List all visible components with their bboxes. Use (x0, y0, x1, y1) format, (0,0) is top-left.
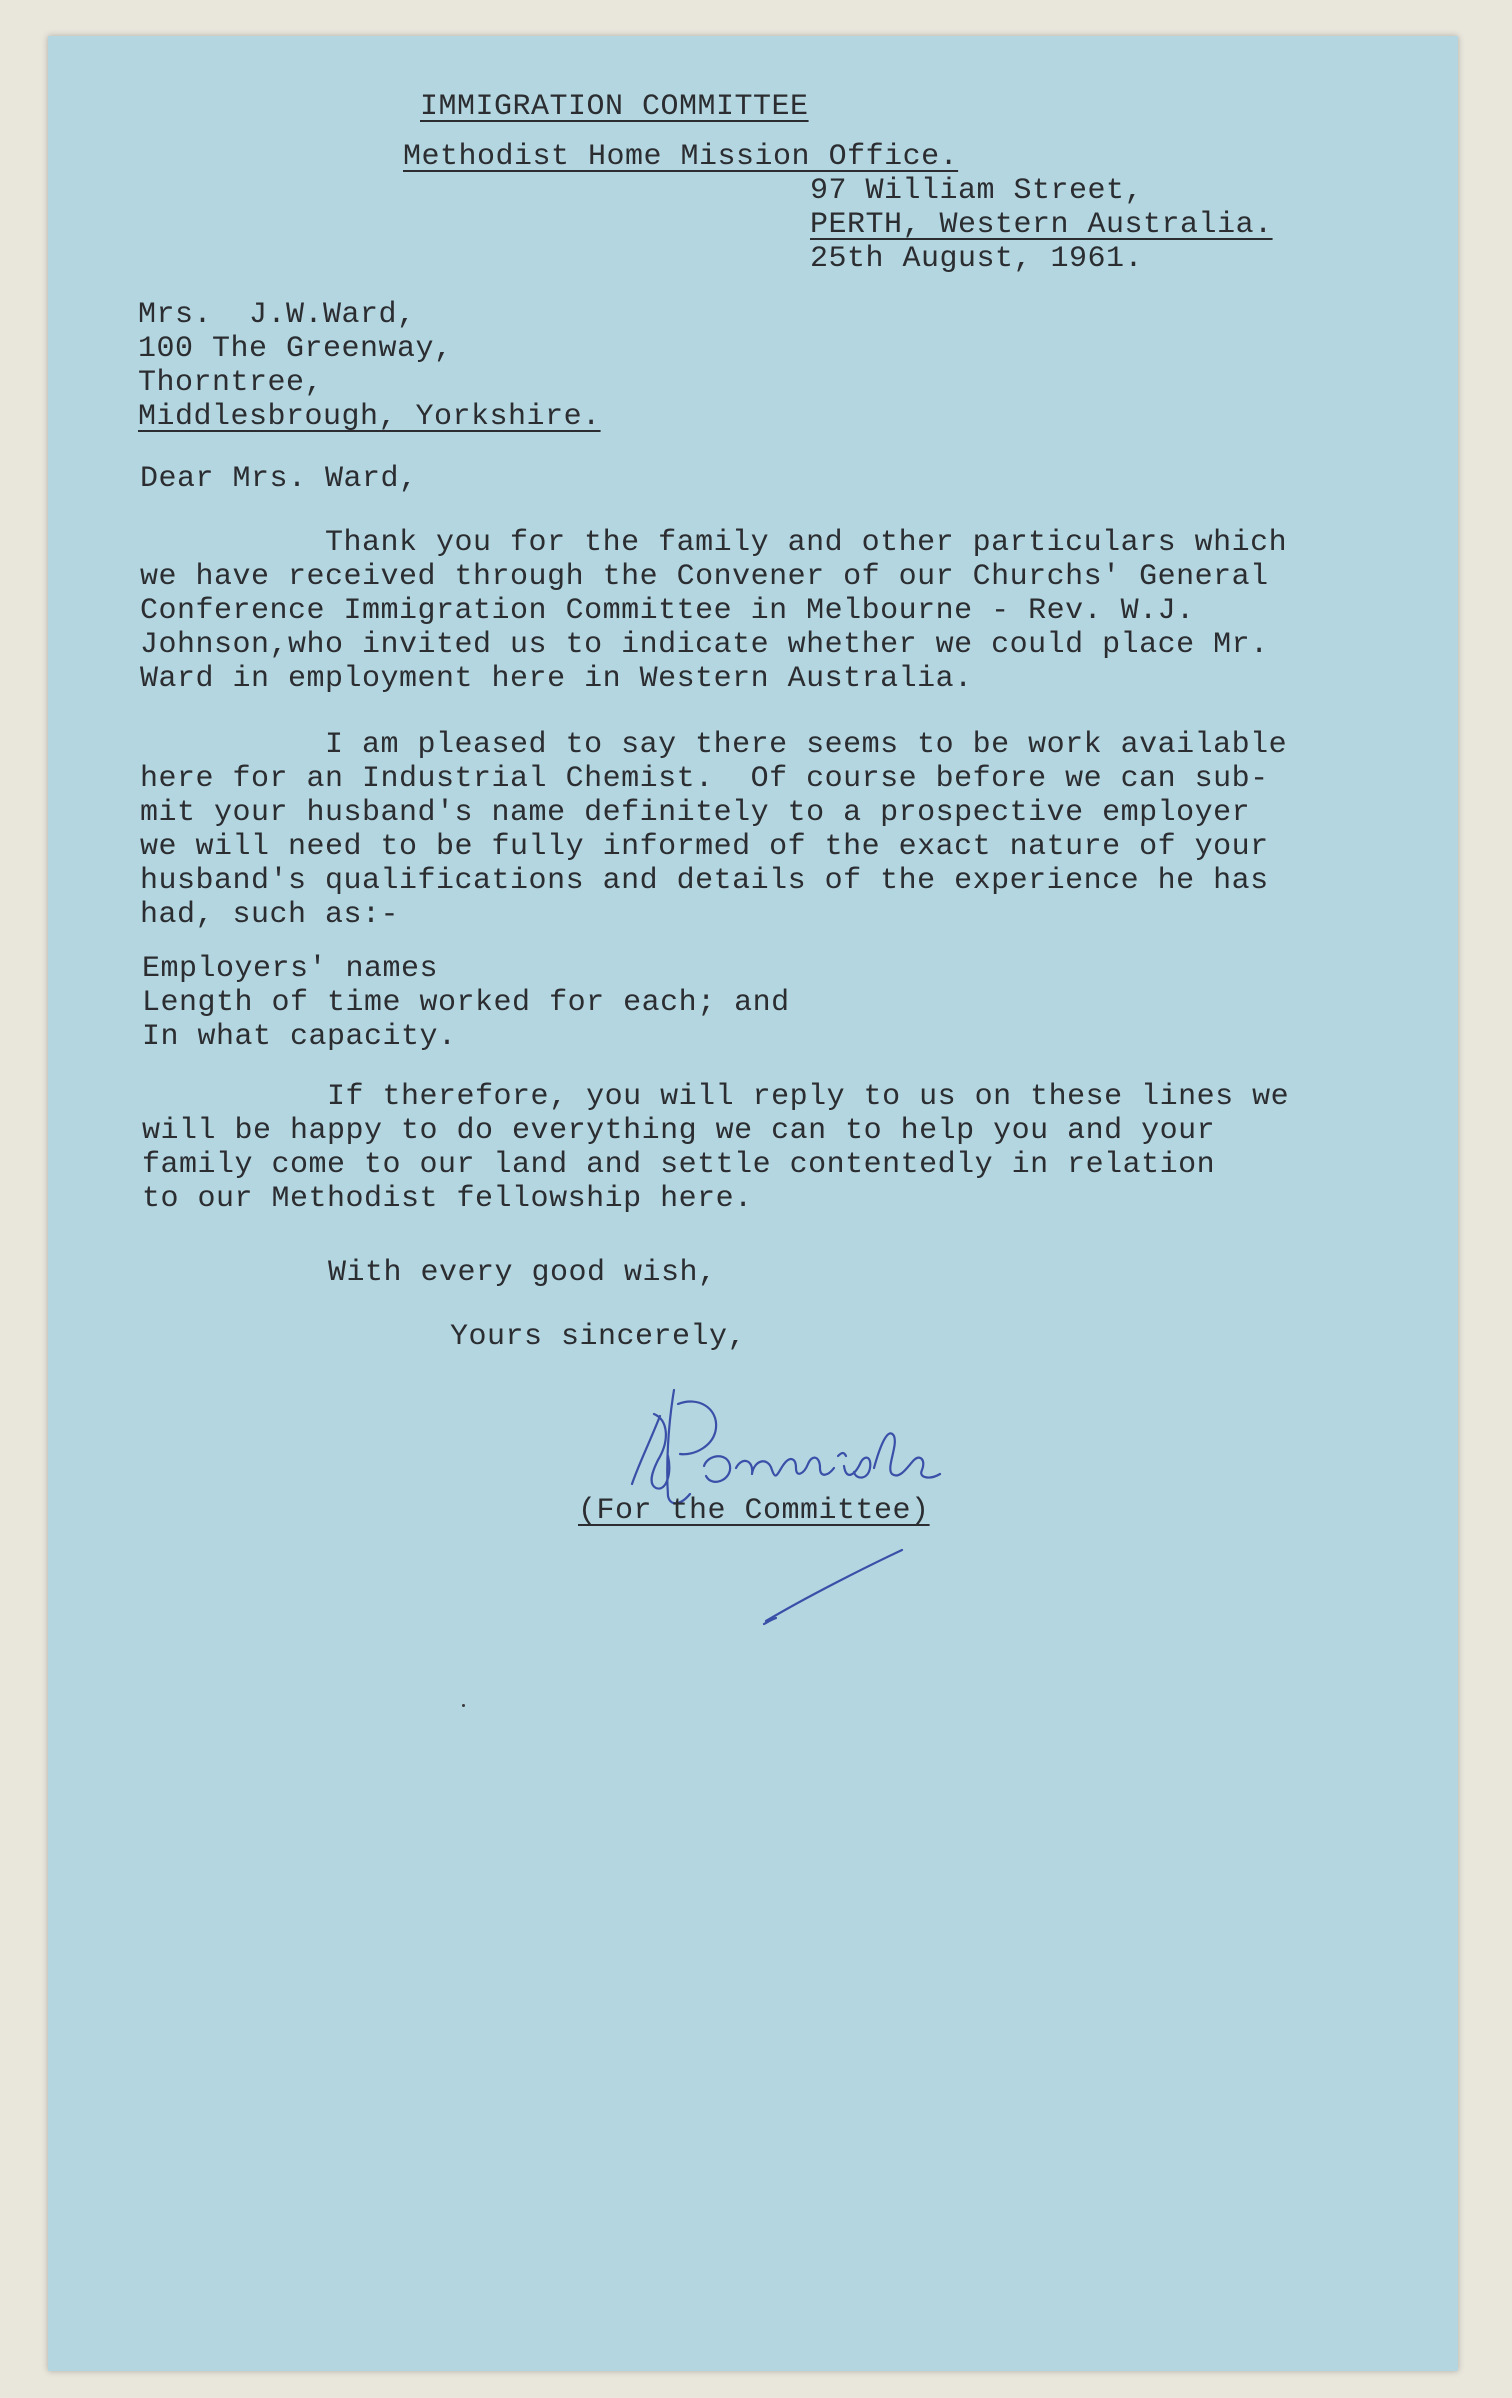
sign-off: Yours sincerely, (450, 1320, 747, 1354)
office-name: Methodist Home Mission Office. (403, 140, 959, 174)
paragraph-line: husband's qualifications and details of the experience he has (140, 864, 1269, 898)
committee-note: (For the Committee) (578, 1494, 930, 1528)
paragraph-line: here for an Industrial Chemist. Of course before we can sub- (140, 762, 1269, 796)
salutation: Dear Mrs. Ward, (140, 462, 418, 496)
list-item: Length of time worked for each; and (142, 986, 790, 1020)
letter-date: 25th August, 1961. (810, 242, 1144, 276)
paragraph-line: Thank you for the family and other particulars which (140, 526, 1288, 560)
office-street: 97 William Street, (810, 174, 1144, 208)
requirements-list (142, 952, 790, 1054)
paragraph-thanks (140, 526, 1287, 696)
paragraph-line: to our Methodist fellowship here. (142, 1182, 753, 1216)
recipient-city: Middlesbrough, Yorkshire. (138, 400, 601, 434)
recipient-locality: Thorntree, (138, 366, 324, 400)
list-item: In what capacity. (142, 1020, 457, 1054)
paragraph-line: we have received through the Convener of our Churchs' General (140, 560, 1269, 594)
paragraph-line: mit your husband's name definitely to a prospective employer (140, 796, 1251, 830)
letter-sheet (48, 36, 1458, 2371)
paragraph-reply (142, 1080, 1289, 1216)
paragraph-line: Conference Immigration Committee in Melbourne - Rev. W.J. (140, 594, 1195, 628)
paragraph-line: I am pleased to say there seems to be work available (140, 728, 1288, 762)
office-city: PERTH, Western Australia. (810, 208, 1273, 242)
paragraph-line: If therefore, you will reply to us on these lines we (142, 1080, 1290, 1114)
paragraph-work-available (140, 728, 1287, 932)
paper-speck (462, 1704, 465, 1707)
list-item: Employers' names (142, 952, 439, 986)
paragraph-line: had, such as:- (140, 898, 400, 932)
recipient-name: Mrs. J.W.Ward, (138, 298, 416, 332)
paragraph-line: Ward in employment here in Western Australia. (140, 662, 973, 696)
paragraph-line: Johnson,who invited us to indicate whether we could place Mr. (140, 628, 1269, 662)
recipient-street: 100 The Greenway, (138, 332, 453, 366)
paragraph-line: will be happy to do everything we can to help you and your (142, 1114, 1216, 1148)
paragraph-line: family come to our land and settle contentedly in relation (142, 1148, 1216, 1182)
committee-heading: IMMIGRATION COMMITTEE (420, 90, 809, 124)
closing-wish: With every good wish, (328, 1256, 717, 1290)
paragraph-line: we will need to be fully informed of the exact nature of your (140, 830, 1269, 864)
